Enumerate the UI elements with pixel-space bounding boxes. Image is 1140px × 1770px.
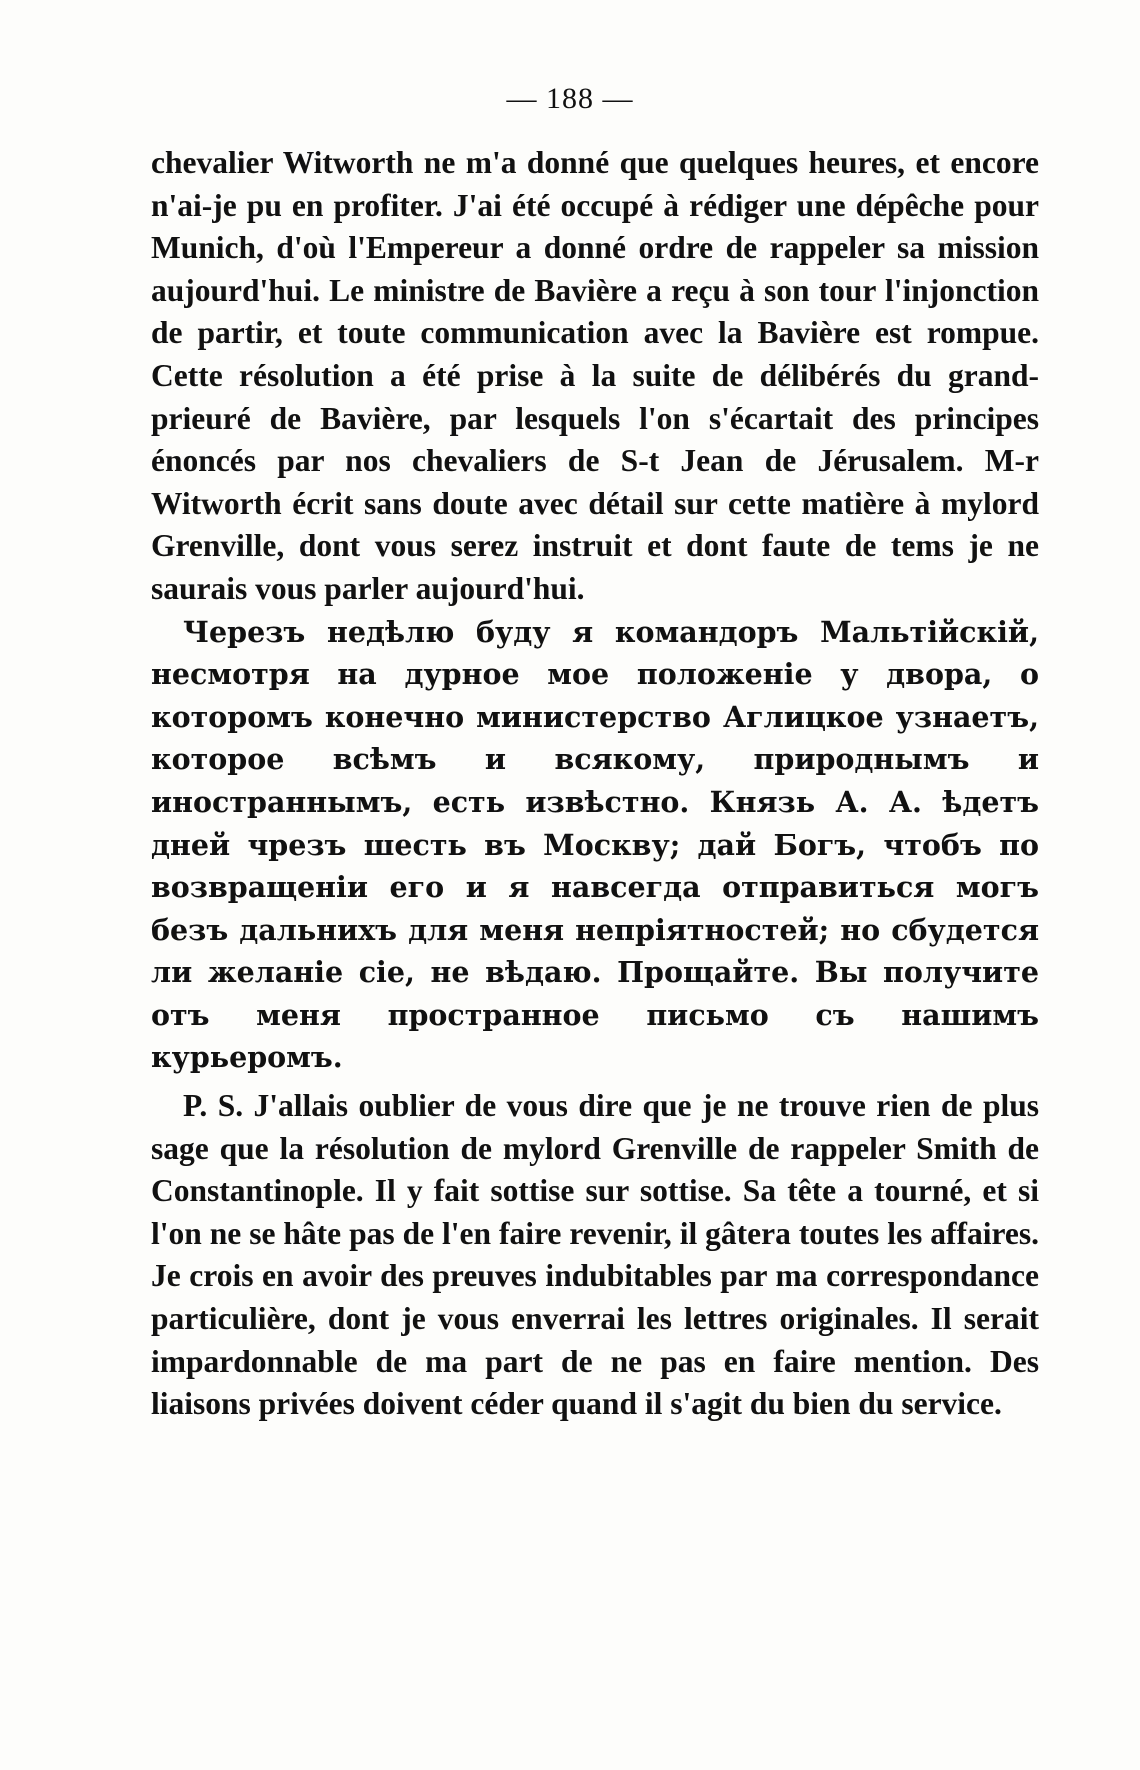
page-number: — 188 — [506,82,634,115]
paragraph-russian-letter: Черезъ недѣлю буду я командоръ Мальтійскій, несмотря на дурное мое положеніе у двора, о которомъ конечно министерство Аглицкое узнаетъ, которое всѣмъ и всякому, природнымъ и иностраннымъ, есть извѣстно. Князь А. А. ѣдетъ дней чрезъ шесть въ Москву; дай Богъ, чтобъ по возвращеніи его и я навсегда отправиться могъ безъ дальнихъ для меня непріятностей; но сбудется ли желаніе сіе, не вѣдаю. Прощайте. Вы получите отъ меня пространное письмо съ нашимъ курьеромъ. [151,614,1039,1075]
body-text [151,142,1039,1426]
paragraph-postscript: P. S. J'allais oublier de vous dire que je ne trouve rien de plus sage que la résolution de mylord Grenville de rappeler Smith de Constantinople. Il y fait sottise sur sottise. Sa tête a tourné, et si l'on ne se hâte pas de l'en faire revenir, il gâtera toutes les affaires. Je crois en avoir des preuves indubitables par ma correspondance particulière, dont je vous enverrai les lettres originales. Il serait impardonnable de ma part de ne pas en faire mention. Des liaisons privées doivent céder quand il s'agit du bien du service. [151,1088,1039,1422]
paragraph-french-letter: chevalier Witworth ne m'a donné que quelques heures, et encore n'ai-je pu en profiter. J'ai été occupé à rédiger une dépêche pour Munich, d'où l'Empereur a donné ordre de rappeler sa mission aujourd'hui. Le ministre de Bavière a reçu à son tour l'injonction de partir, et toute communication avec la Bavière est rompue. Cette résolution a été prise à la suite de délibérés du grand-prieuré de Bavière, par lesquels l'on s'écartait des principes énoncés par nos chevaliers de S-t Jean de Jérusalem. M-r Witworth écrit sans doute avec détail sur cette matière à mylord Grenville, dont vous serez instruit et dont faute de tems je ne saurais vous parler aujourd'hui. [151,145,1039,606]
